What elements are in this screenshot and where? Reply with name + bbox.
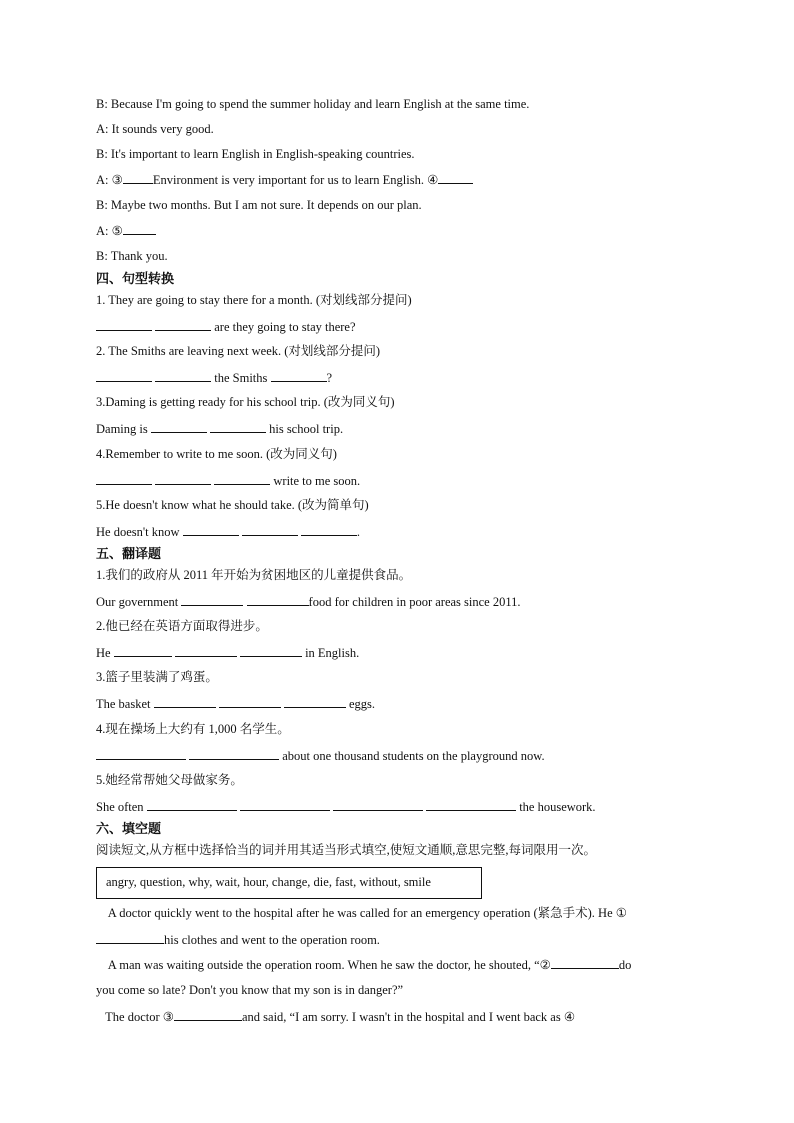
question-text: 4.Remember to write to me soon. (改为同义句)	[96, 447, 337, 461]
passage-line	[96, 931, 380, 948]
passage-text: A man was waiting outside the operation room. When he saw the doctor, he shouted, “②	[96, 958, 551, 972]
answer-text: in English.	[301, 646, 360, 660]
answer-blank[interactable]	[123, 171, 153, 184]
answer-blank[interactable]	[175, 644, 237, 657]
answer-line	[96, 695, 375, 712]
answer-blank[interactable]	[333, 798, 423, 811]
answer-blank[interactable]	[271, 369, 327, 382]
answer-line	[96, 420, 343, 437]
answer-blank[interactable]	[96, 472, 152, 485]
answer-blank[interactable]	[551, 956, 619, 969]
answer-text: write to me soon.	[270, 474, 361, 488]
answer-blank[interactable]	[247, 593, 309, 606]
answer-blank[interactable]	[210, 420, 266, 433]
dialogue-line-b1: B: Because I'm going to spend the summer holiday and learn English at the same time.	[96, 97, 530, 111]
answer-blank[interactable]	[219, 695, 281, 708]
question-text: 4.现在操场上大约有 1,000 名学生。	[96, 722, 290, 736]
question-text: 2.他已经在英语方面取得进步。	[96, 619, 268, 633]
answer-blank[interactable]	[96, 318, 152, 331]
answer-text: the housework.	[516, 800, 596, 814]
answer-text: his school trip.	[265, 422, 344, 436]
passage-line: A doctor quickly went to the hospital after he was called for an emergency operation (紧急手术). He ①	[96, 906, 627, 920]
answer-blank[interactable]	[123, 222, 156, 235]
dialogue-line-a1: A: It sounds very good.	[96, 122, 214, 136]
answer-text: about one thousand students on the playground now.	[279, 749, 545, 763]
answer-text: are they going to stay there?	[211, 320, 356, 334]
instruction-text: 阅读短文,从方框中选择恰当的词并用其适当形式填空,使短文通顺,意思完整,每词限用一次。	[96, 843, 597, 857]
answer-blank[interactable]	[96, 747, 186, 760]
answer-blank[interactable]	[147, 798, 237, 811]
answer-blank[interactable]	[96, 931, 164, 944]
dialogue-a2-text: Environment is very important for us to learn English. ④	[152, 173, 439, 187]
answer-line	[96, 593, 521, 610]
answer-text: food for children in poor areas since 2011.	[308, 595, 521, 609]
answer-blank[interactable]	[154, 695, 216, 708]
dialogue-a3-prefix: A: ⑤	[96, 224, 123, 238]
answer-text: He doesn't know	[96, 525, 183, 539]
answer-text: ?	[326, 371, 333, 385]
answer-blank[interactable]	[181, 593, 243, 606]
question-text: 2. The Smiths are leaving next week. (对划线部分提问)	[96, 344, 381, 358]
passage-line	[96, 1008, 575, 1025]
answer-text: eggs.	[345, 697, 376, 711]
answer-text: Daming is	[96, 422, 151, 436]
section-heading-sentence-transform: 四、句型转换	[96, 272, 175, 287]
section-heading-translation: 五、翻译题	[96, 547, 162, 562]
answer-blank[interactable]	[240, 798, 330, 811]
passage-text: do	[618, 958, 632, 972]
answer-line	[96, 318, 356, 335]
question-text: 5.He doesn't know what he should take. (改为简单句)	[96, 498, 369, 512]
answer-blank[interactable]	[438, 171, 473, 184]
word-bank-list: angry, question, why, wait, hour, change, die, fast, without, smile	[106, 875, 431, 889]
passage-text: his clothes and went to the operation room.	[164, 933, 380, 947]
answer-text: Our government	[96, 595, 182, 609]
answer-blank[interactable]	[155, 369, 211, 382]
answer-blank[interactable]	[155, 318, 211, 331]
answer-line	[96, 644, 359, 661]
answer-text: She often	[96, 800, 147, 814]
question-text: 1.我们的政府从 2011 年开始为贫困地区的儿童提供食品。	[96, 568, 412, 582]
answer-blank[interactable]	[240, 644, 302, 657]
answer-blank[interactable]	[426, 798, 516, 811]
answer-blank[interactable]	[96, 369, 152, 382]
dialogue-line-b4: B: Thank you.	[96, 249, 168, 263]
answer-text: the Smiths	[211, 371, 271, 385]
answer-blank[interactable]	[183, 523, 239, 536]
question-text: 3.篮子里装满了鸡蛋。	[96, 670, 218, 684]
answer-blank[interactable]	[242, 523, 298, 536]
dialogue-a2-prefix: A: ③	[96, 173, 123, 187]
answer-text: .	[356, 525, 360, 539]
passage-text: and said, “I am sorry. I wasn't in the hospital and I went back as ④	[241, 1010, 576, 1024]
answer-blank[interactable]	[114, 644, 172, 657]
answer-line	[96, 747, 545, 764]
dialogue-line-b2: B: It's important to learn English in English-speaking countries.	[96, 147, 415, 161]
answer-text: The basket	[96, 697, 154, 711]
passage-line: you come so late? Don't you know that my son is in danger?”	[96, 983, 404, 997]
answer-blank[interactable]	[151, 420, 207, 433]
answer-blank[interactable]	[284, 695, 346, 708]
passage-line	[96, 956, 631, 973]
dialogue-line-a3	[96, 222, 156, 239]
dialogue-line-a2	[96, 171, 473, 188]
answer-line	[96, 798, 596, 815]
word-bank-box	[96, 867, 482, 899]
answer-text: He	[96, 646, 114, 660]
answer-blank[interactable]	[155, 472, 211, 485]
answer-blank[interactable]	[189, 747, 279, 760]
answer-blank[interactable]	[214, 472, 270, 485]
question-text: 5.她经常帮她父母做家务。	[96, 773, 243, 787]
dialogue-line-b3: B: Maybe two months. But I am not sure. It depends on our plan.	[96, 198, 422, 212]
section-heading-fill-in: 六、填空题	[96, 822, 162, 837]
answer-line	[96, 369, 332, 386]
answer-blank[interactable]	[301, 523, 357, 536]
answer-line	[96, 472, 360, 489]
answer-blank[interactable]	[174, 1008, 242, 1021]
question-text: 3.Daming is getting ready for his school trip. (改为同义句)	[96, 395, 395, 409]
answer-line	[96, 523, 360, 540]
passage-text: The doctor ③	[96, 1010, 174, 1024]
question-text: 1. They are going to stay there for a month. (对划线部分提问)	[96, 293, 412, 307]
